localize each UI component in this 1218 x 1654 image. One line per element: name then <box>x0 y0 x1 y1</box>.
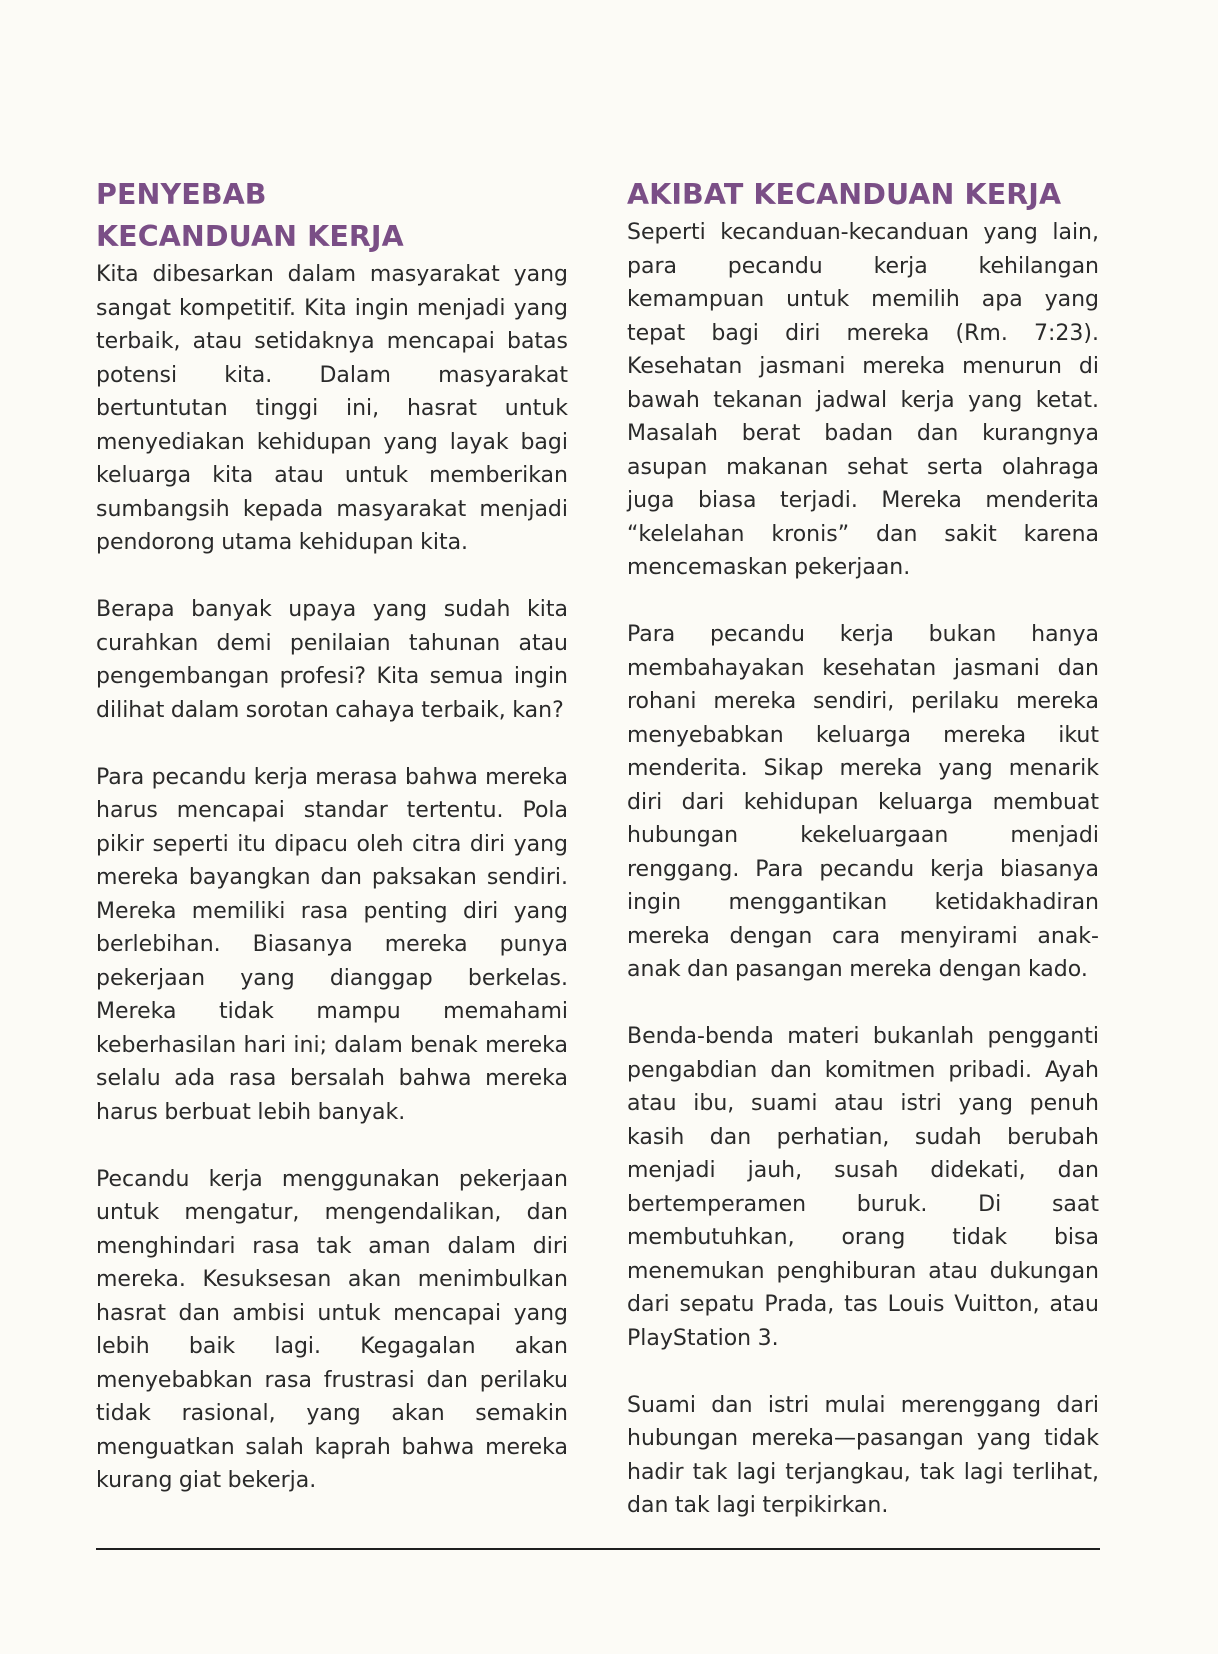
left-column <box>96 174 568 1531</box>
paragraph: Suami dan istri mulai merenggang dari hubungan mereka—pasangan yang tidak hadir tak lagi terjangkau, tak lagi terlihat, dan tak lagi terpikirkan. <box>627 1392 1099 1518</box>
paragraph: Berapa banyak upaya yang sudah kita curahkan demi penilaian tahunan atau pengembangan profesi? Kita semua ingin dilihat dalam sorotan cahaya terbaik, kan? <box>96 597 568 723</box>
section-heading-akibat: AKIBAT KECANDUAN KERJA <box>627 178 1062 211</box>
section-heading-penyebab <box>96 174 568 258</box>
footer-divider <box>96 1548 1100 1550</box>
paragraph: Seperti kecanduan-kecanduan yang lain, para pecandu kerja kehilangan kemampuan untuk memilih apa yang tepat bagi diri mereka (Rm. 7:23). Kesehatan jasmani mereka menurun di bawah tekanan jadwal kerja yang ketat. Masalah berat badan dan kurangnya asupan makanan sehat serta olahraga juga biasa terjadi. Mereka menderita “kelelahan kronis” dan sakit karena mencemaskan pekerjaan. <box>627 220 1099 580</box>
paragraph: Kita dibesarkan dalam masyarakat yang sangat kompetitif. Kita ingin menjadi yang terbaik, atau setidaknya mencapai batas potensi kita. Dalam masyarakat bertuntutan tinggi ini, hasrat untuk menyediakan kehidupan yang layak bagi keluarga kita atau untuk memberikan sumbangsih kepada masyarakat menjadi pendorong utama kehidupan kita. <box>96 262 568 555</box>
paragraph: Para pecandu kerja merasa bahwa mereka harus mencapai standar tertentu. Pola pikir seperti itu dipacu oleh citra diri yang mereka bayangkan dan paksakan sendiri. Mereka memiliki rasa penting diri yang berlebihan. Biasanya mereka punya pekerjaan yang dianggap berkelas. Mereka tidak mampu memahami keberhasilan hari ini; dalam benak mereka selalu ada rasa bersalah bahwa mereka harus berbuat lebih banyak. <box>96 764 568 1125</box>
heading-line-2: KECANDUAN KERJA <box>96 220 404 253</box>
paragraph: Benda-benda materi bukanlah pengganti pengabdian dan komitmen pribadi. Ayah atau ibu, suami atau istri yang penuh kasih dan perhatian, sudah berubah menjadi jauh, susah didekati, dan bertemperamen buruk. Di saat membutuhkan, orang tidak bisa menemukan penghiburan atau dukungan dari sepatu Prada, tas Louis Vuitton, atau PlayStation 3. <box>627 1024 1099 1351</box>
paragraph: Pecandu kerja menggunakan pekerjaan untuk mengatur, mengendalikan, dan menghindari rasa tak aman dalam diri mereka. Kesuksesan akan menimbulkan hasrat dan ambisi untuk mencapai yang lebih baik lagi. Kegagalan akan menyebabkan rasa frustrasi dan perilaku tidak rasional, yang akan semakin menguatkan salah kaprah bahwa mereka kurang giat bekerja. <box>96 1166 568 1493</box>
right-column <box>627 174 1099 1556</box>
paragraph: Para pecandu kerja bukan hanya membahayakan kesehatan jasmani dan rohani mereka sendiri, perilaku mereka menyebabkan keluarga mereka ikut menderita. Sikap mereka yang menarik diri dari kehidupan keluarga membuat hubungan kekeluargaan menjadi renggang. Para pecandu kerja biasanya ingin menggantikan ketidakhadiran mereka dengan cara menyirami anak-anak dan pasangan mereka dengan kado. <box>627 622 1099 982</box>
heading-line-1: PENYEBAB <box>96 178 267 211</box>
